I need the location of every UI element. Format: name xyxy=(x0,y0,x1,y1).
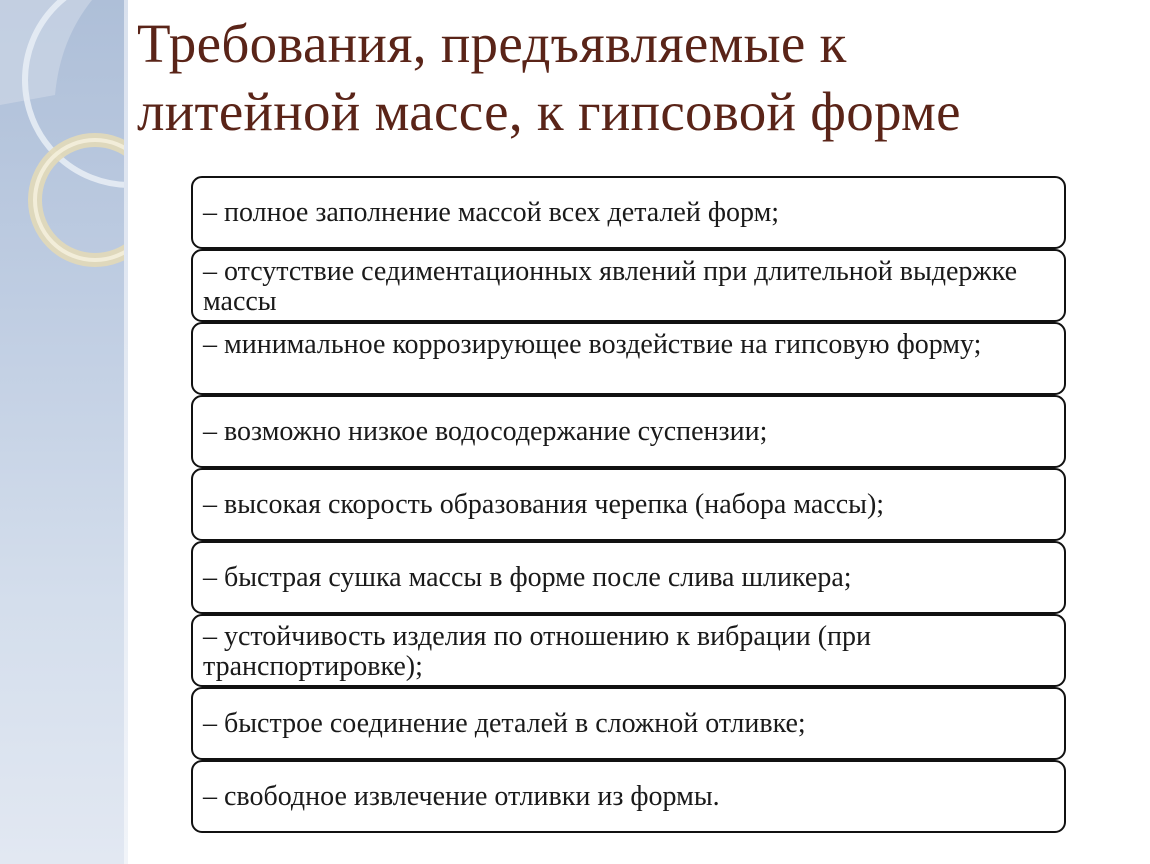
requirement-text: – возможно низкое водосодержание суспензии; xyxy=(203,415,768,447)
slide-title-line-1: Требования, предъявляемые к xyxy=(137,13,847,74)
requirement-text: – быстрое соединение деталей в сложной отливке; xyxy=(203,707,806,739)
slide-title xyxy=(137,10,1127,146)
requirement-text: – полное заполнение массой всех деталей форм; xyxy=(203,196,780,228)
requirement-text: – быстрая сушка массы в форме после слива шликера; xyxy=(203,561,852,593)
decorative-rings-icon xyxy=(0,0,128,330)
decorative-side-band xyxy=(0,0,128,864)
requirement-text: – высокая скорость образования черепка (набора массы); xyxy=(203,488,885,520)
requirement-item xyxy=(191,687,1066,760)
requirement-item xyxy=(191,249,1066,322)
requirement-text: – минимальное коррозирующее воздействие на гипсовую форму; xyxy=(203,329,982,360)
requirement-item xyxy=(191,541,1066,614)
requirement-item xyxy=(191,468,1066,541)
requirement-item xyxy=(191,322,1066,395)
requirements-list xyxy=(191,176,1066,833)
requirement-item xyxy=(191,176,1066,249)
requirement-text: – свободное извлечение отливки из формы. xyxy=(203,780,720,812)
requirement-text: – отсутствие седиментационных явлений при длительной выдержке массы xyxy=(203,256,1018,317)
requirement-text: – устойчивость изделия по отношению к вибрации (при транспортировке); xyxy=(203,621,871,682)
requirement-item xyxy=(191,614,1066,687)
requirement-item xyxy=(191,760,1066,833)
requirement-item xyxy=(191,395,1066,468)
slide-title-line-2: литейной массе, к гипсовой форме xyxy=(137,81,961,142)
